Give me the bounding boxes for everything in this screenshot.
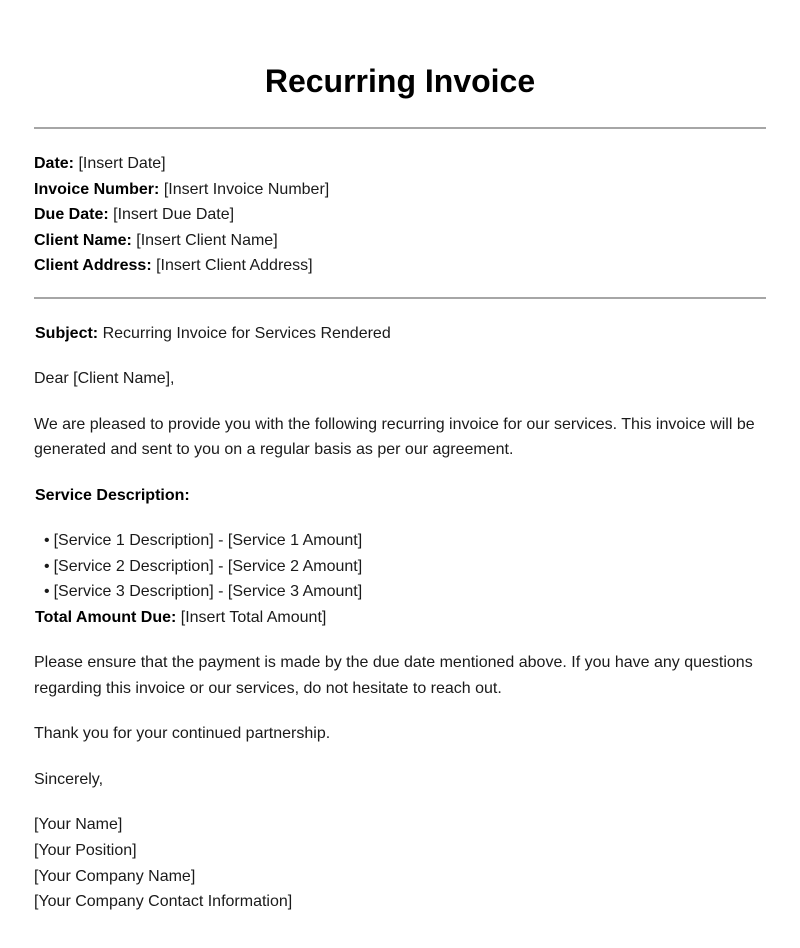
greeting: Dear [Client Name], [34, 370, 175, 388]
service-list [34, 528, 766, 605]
meta-due-date-value: [Insert Due Date] [113, 206, 235, 224]
payment-note-paragraph: Please ensure that the payment is made by the due date mentioned above. If you have any questions regarding this invoice or our services, do not hesitate to reach out. [34, 654, 753, 697]
meta-client-address [34, 253, 766, 279]
service-description-heading [34, 483, 766, 509]
signature-position: [Your Position] [34, 842, 137, 860]
subject-value: Recurring Invoice for Services Rendered [102, 324, 391, 342]
intro-paragraph: We are pleased to provide you with the following recurring invoice for our services. This invoice will be generated and sent to you on a regular basis as per our agreement. [34, 415, 755, 459]
thanks-paragraph: Thank you for your continued partnership. [34, 725, 331, 743]
meta-date-value: [Insert Date] [78, 155, 166, 172]
invoice-meta [34, 151, 766, 279]
divider-top [34, 127, 766, 129]
bullet-icon: • [44, 583, 50, 601]
meta-client-address-value: [Insert Client Address] [156, 257, 313, 275]
meta-date-label: Date: [34, 155, 75, 172]
meta-client-name [34, 228, 766, 254]
meta-due-date-label: Due Date: [34, 206, 109, 224]
list-item [44, 579, 766, 605]
meta-client-address-label: Client Address: [34, 257, 152, 275]
bullet-icon: • [44, 557, 50, 575]
bullet-icon: • [44, 532, 50, 550]
meta-invoice-number-label: Invoice Number: [34, 180, 160, 198]
meta-client-name-value: [Insert Client Name] [136, 231, 278, 249]
meta-invoice-number [34, 177, 766, 203]
meta-invoice-number-value: [Insert Invoice Number] [163, 180, 330, 198]
meta-date [34, 151, 766, 177]
total-amount-line [34, 605, 766, 631]
service-item-text: [Service 2 Description] - [Service 2 Amount] [53, 557, 363, 575]
signature-company: [Your Company Name] [34, 867, 196, 885]
service-item-text: [Service 1 Description] - [Service 1 Amount] [53, 532, 363, 550]
meta-due-date [34, 202, 766, 228]
closing-line: Sincerely, [34, 770, 104, 788]
subject-line [34, 321, 766, 347]
meta-client-name-label: Client Name: [34, 231, 132, 249]
signature-block [34, 812, 766, 914]
subject-label: Subject: [35, 324, 99, 342]
service-description-label: Service Description: [35, 486, 190, 504]
service-item-text: [Service 3 Description] - [Service 3 Amount] [53, 583, 363, 601]
signature-name: [Your Name] [34, 816, 123, 834]
signature-contact: [Your Company Contact Information] [34, 893, 293, 911]
total-amount-value: [Insert Total Amount] [180, 608, 327, 626]
list-item [44, 528, 766, 554]
letter-body [34, 321, 766, 915]
list-item [44, 554, 766, 580]
document-title: Recurring Invoice [264, 63, 536, 99]
divider-middle [34, 297, 766, 299]
total-amount-label: Total Amount Due: [35, 608, 177, 626]
